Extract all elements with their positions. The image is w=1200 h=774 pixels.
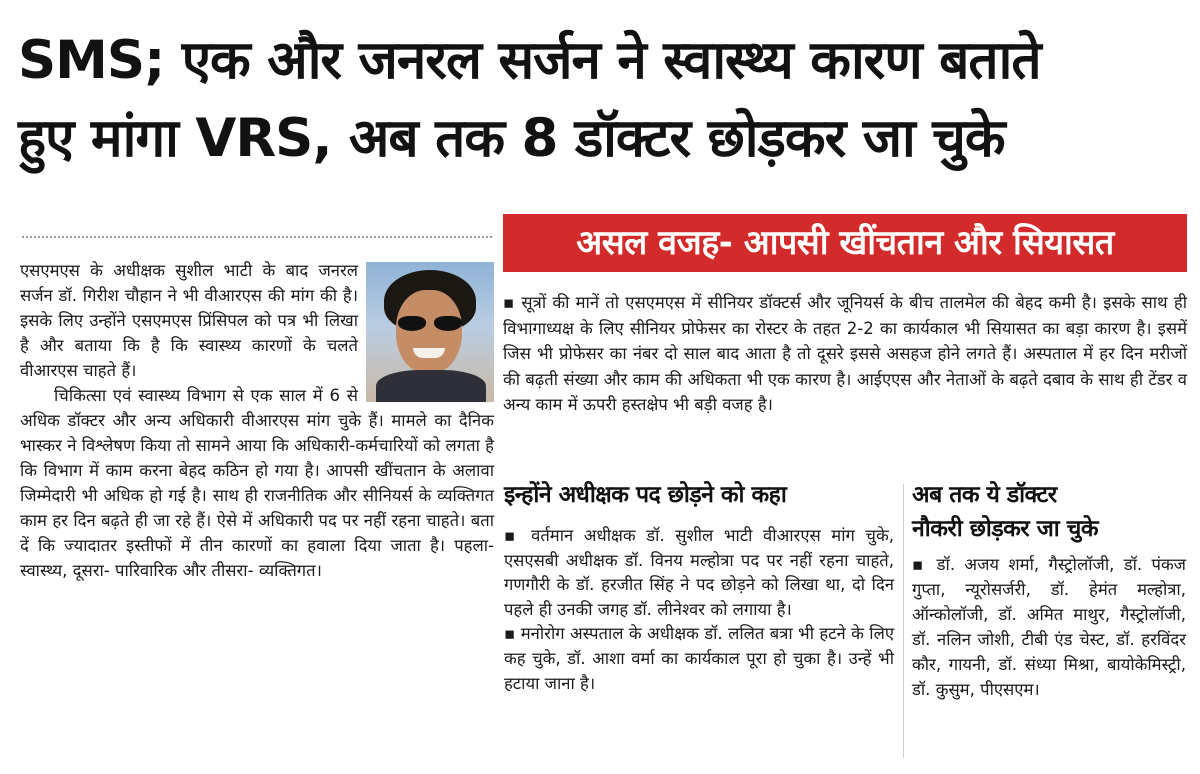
dotted-divider	[22, 236, 492, 238]
reason-banner: असल वजह- आपसी खींचतान और सियासत	[503, 214, 1187, 272]
reason-column	[503, 290, 1187, 418]
doctors-left-heading	[912, 478, 1057, 512]
superintendent-item-1: ▪ वर्तमान अधीक्षक डॉ. सुशील भाटी वीआरएस मांग चुके, एसएसबी अधीक्षक डॉ. विनय मल्होत्रा पद पर नहीं रहना चाहते, गणगौरी के डॉ. हरजीत सिंह ने पद छोड़ने को लिखा था, दो दिन पहले ही उनकी जगह डॉ. लीनेश्वर को लगाया है।	[504, 526, 894, 619]
left-paragraph-2: चिकित्सा एवं स्वास्थ्य विभाग से एक साल में 6 से अधिक डॉक्टर और अन्य अधिकारी वीआरएस मांग चुके हैं। मामले का दैनिक भास्कर ने विश्लेषण किया तो सामने आया कि अधिकारी-कर्मचारियों को लगता है कि विभाग में काम करना बेहद कठिन हो गया है। आपसी खींचतान के अलावा जिम्मेदारी भी अधिक हो गई है। साथ ही राजनीतिक और सीनियर्स के व्यक्तिगत काम हर दिन बढ़ते ही जा रहे हैं। ऐसे में अधिकारी पद पर नहीं रहना चाहते। बता दें कि ज्यादातर इस्तीफों में तीन कारणों का हवाला दिया जाता है। पहला- स्वास्थ्य, दूसरा- पारिवारिक और तीसरा- व्यक्तिगत।	[20, 386, 494, 580]
photo-smile	[413, 348, 445, 358]
doctors-left-heading-line-2: नौकरी छोड़कर जा चुके	[912, 516, 1099, 542]
left-column	[20, 258, 494, 583]
doctors-left-list: ▪ डॉ. अजय शर्मा, गैस्ट्रोलॉजी, डॉ. पंकज गुप्ता, न्यूरोसर्जरी, डॉ. हेमंत मल्होत्रा, ऑन्कोलॉजी, डॉ. अमित माथुर, गैस्ट्रोलॉजी, डॉ. नलिन जोशी, टीबी एंड चेस्ट, डॉ. हरविंदर कौर, गायनी, डॉ. संध्या मिश्रा, बायोकेमिस्ट्री, डॉ. कुसुम, पीएसएम।	[912, 555, 1186, 699]
left-paragraph-1: एसएमएस के अधीक्षक सुशील भाटी के बाद जनरल सर्जन डॉ. गिरीश चौहान ने भी वीआरएस की मांग की है। इसके लिए उन्होंने एसएमएस प्रिंसिपल को पत्र भी लिखा है और बताया कि है कि स्वास्थ्य कारणों के चलते वीआरएस चाहते हैं।	[20, 261, 358, 380]
column-divider	[903, 484, 904, 758]
headline-line-2: हुए मांगा VRS, अब तक 8 डॉक्टर छोड़कर जा चुके	[18, 108, 1005, 169]
photo-shirt	[376, 370, 486, 402]
superintendent-item-2: ▪ मनोरोग अस्पताल के अधीक्षक डॉ. ललित बत्रा भी हटने के लिए कह चुके, डॉ. आशा वर्मा का कार्यकाल पूरा हो चुका है। उन्हें भी हटाया जाना है।	[504, 624, 894, 693]
superintendent-column	[504, 524, 894, 696]
doctors-left-heading-line-1: अब तक ये डॉक्टर	[912, 482, 1057, 508]
doctor-photo	[366, 262, 494, 402]
superintendent-heading: इन्होंने अधीक्षक पद छोड़ने को कहा	[504, 482, 787, 508]
photo-face	[396, 290, 462, 374]
reason-paragraph: ▪ सूत्रों की मानें तो एसएमएस में सीनियर डॉक्टर्स और जूनियर्स के बीच तालमेल की बेहद कमी है। इसके साथ ही विभागाध्यक्ष के लिए सीनियर प्रोफेसर का रोस्टर के तहत 2-2 का कार्यकाल भी सियासत का बड़ा कारण है। इसमें जिस भी प्रोफेसर का नंबर दो साल बाद आता है तो दूसरे इससे असहज होने लगते हैं। अस्पताल में हर दिन मरीजों की बढ़ती संख्या और काम की अधिकता भी एक कारण है। आईएएस और नेताओं के बढ़ते दबाव के साथ ही टेंडर व अन्य काम में ऊपरी हस्तक्षेप भी बड़ी वजह है।	[503, 293, 1187, 414]
headline	[18, 22, 1188, 178]
headline-line-1: SMS; एक और जनरल सर्जन ने स्वास्थ्य कारण बताते	[18, 30, 1041, 91]
photo-sunglasses	[396, 316, 464, 332]
doctors-left-column	[912, 552, 1186, 702]
